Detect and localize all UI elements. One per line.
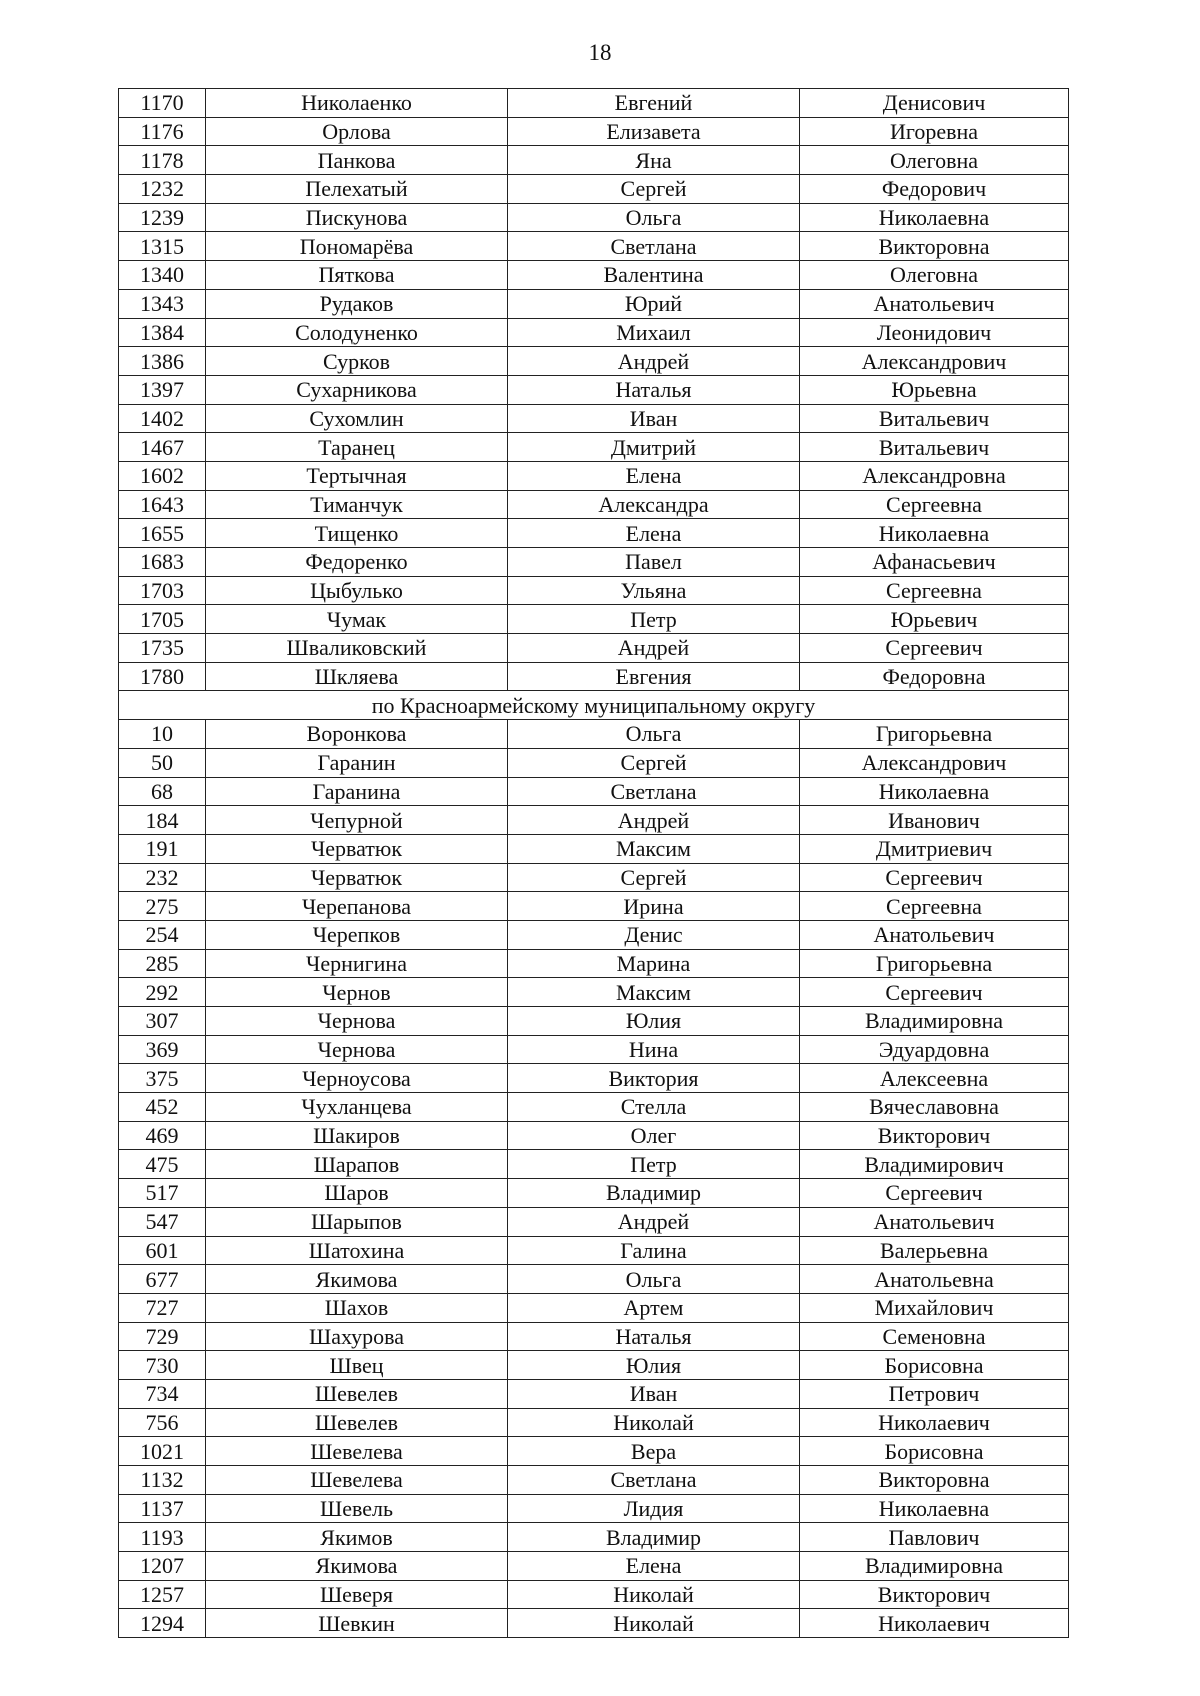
patronymic-cell: Николаевна: [800, 777, 1069, 806]
last-name-cell: Якимова: [206, 1552, 508, 1581]
last-name-cell: Чепурной: [206, 806, 508, 835]
record-number-cell: 292: [119, 978, 206, 1007]
last-name-cell: Черепанова: [206, 892, 508, 921]
last-name-cell: Шевкин: [206, 1609, 508, 1638]
patronymic-cell: Анатольевна: [800, 1265, 1069, 1294]
patronymic-cell: Сергеевна: [800, 576, 1069, 605]
last-name-cell: Пяткова: [206, 261, 508, 290]
patronymic-cell: Владимировна: [800, 1007, 1069, 1036]
patronymic-cell: Николаевна: [800, 1494, 1069, 1523]
first-name-cell: Ольга: [508, 203, 800, 232]
first-name-cell: Петр: [508, 605, 800, 634]
last-name-cell: Чухланцева: [206, 1093, 508, 1122]
record-number-cell: 1735: [119, 634, 206, 663]
patronymic-cell: Анатольевич: [800, 920, 1069, 949]
record-number-cell: 307: [119, 1007, 206, 1036]
last-name-cell: Таранец: [206, 433, 508, 462]
patronymic-cell: Александрович: [800, 748, 1069, 777]
first-name-cell: Олег: [508, 1121, 800, 1150]
record-number-cell: 375: [119, 1064, 206, 1093]
first-name-cell: Николай: [508, 1609, 800, 1638]
first-name-cell: Павел: [508, 548, 800, 577]
first-name-cell: Иван: [508, 404, 800, 433]
first-name-cell: Андрей: [508, 806, 800, 835]
patronymic-cell: Викторовна: [800, 1466, 1069, 1495]
table-row: [119, 576, 1069, 605]
last-name-cell: Шевелев: [206, 1408, 508, 1437]
record-number-cell: 475: [119, 1150, 206, 1179]
table-row: [119, 232, 1069, 261]
patronymic-cell: Сергеевич: [800, 863, 1069, 892]
patronymic-cell: Вячеславовна: [800, 1093, 1069, 1122]
record-number-cell: 1703: [119, 576, 206, 605]
record-number-cell: 1176: [119, 117, 206, 146]
table-row: [119, 203, 1069, 232]
record-number-cell: 232: [119, 863, 206, 892]
last-name-cell: Черватюк: [206, 834, 508, 863]
last-name-cell: Гаранин: [206, 748, 508, 777]
patronymic-cell: Валерьевна: [800, 1236, 1069, 1265]
record-number-cell: 547: [119, 1207, 206, 1236]
table-row: [119, 1035, 1069, 1064]
first-name-cell: Андрей: [508, 634, 800, 663]
last-name-cell: Якимов: [206, 1523, 508, 1552]
patronymic-cell: Семеновна: [800, 1322, 1069, 1351]
patronymic-cell: Викторович: [800, 1121, 1069, 1150]
last-name-cell: Шакиров: [206, 1121, 508, 1150]
first-name-cell: Марина: [508, 949, 800, 978]
table-row: [119, 834, 1069, 863]
record-number-cell: 1467: [119, 433, 206, 462]
patronymic-cell: Олеговна: [800, 261, 1069, 290]
last-name-cell: Шевелева: [206, 1466, 508, 1495]
first-name-cell: Дмитрий: [508, 433, 800, 462]
first-name-cell: Артем: [508, 1293, 800, 1322]
last-name-cell: Тертычная: [206, 461, 508, 490]
table-row: [119, 1007, 1069, 1036]
patronymic-cell: Витальевич: [800, 433, 1069, 462]
record-number-cell: 285: [119, 949, 206, 978]
first-name-cell: Александра: [508, 490, 800, 519]
first-name-cell: Иван: [508, 1379, 800, 1408]
first-name-cell: Петр: [508, 1150, 800, 1179]
last-name-cell: Гаранина: [206, 777, 508, 806]
first-name-cell: Ульяна: [508, 576, 800, 605]
record-number-cell: 1780: [119, 662, 206, 691]
table-row: [119, 978, 1069, 1007]
table-row: [119, 1351, 1069, 1380]
table-row: [119, 175, 1069, 204]
patronymic-cell: Петрович: [800, 1379, 1069, 1408]
table-row: [119, 1408, 1069, 1437]
patronymic-cell: Борисовна: [800, 1351, 1069, 1380]
last-name-cell: Рудаков: [206, 289, 508, 318]
first-name-cell: Валентина: [508, 261, 800, 290]
record-number-cell: 1343: [119, 289, 206, 318]
record-number-cell: 254: [119, 920, 206, 949]
record-number-cell: 184: [119, 806, 206, 835]
table-row: [119, 490, 1069, 519]
first-name-cell: Лидия: [508, 1494, 800, 1523]
last-name-cell: Тищенко: [206, 519, 508, 548]
first-name-cell: Юрий: [508, 289, 800, 318]
record-number-cell: 1683: [119, 548, 206, 577]
table-row: [119, 1121, 1069, 1150]
record-number-cell: 1232: [119, 175, 206, 204]
table-row: [119, 1064, 1069, 1093]
record-number-cell: 1315: [119, 232, 206, 261]
record-number-cell: 469: [119, 1121, 206, 1150]
table-row: [119, 920, 1069, 949]
first-name-cell: Ольга: [508, 1265, 800, 1294]
first-name-cell: Юлия: [508, 1351, 800, 1380]
last-name-cell: Орлова: [206, 117, 508, 146]
first-name-cell: Максим: [508, 834, 800, 863]
table-row: [119, 806, 1069, 835]
patronymic-cell: Федорович: [800, 175, 1069, 204]
patronymic-cell: Леонидович: [800, 318, 1069, 347]
record-number-cell: 452: [119, 1093, 206, 1122]
patronymic-cell: Олеговна: [800, 146, 1069, 175]
first-name-cell: Елена: [508, 519, 800, 548]
record-number-cell: 1384: [119, 318, 206, 347]
first-name-cell: Денис: [508, 920, 800, 949]
patronymic-cell: Григорьевна: [800, 720, 1069, 749]
patronymic-cell: Иванович: [800, 806, 1069, 835]
patronymic-cell: Николаевна: [800, 203, 1069, 232]
table-row: [119, 519, 1069, 548]
table-row: [119, 1150, 1069, 1179]
table-row: [119, 662, 1069, 691]
table-row: [119, 146, 1069, 175]
page-number: 18: [588, 40, 612, 65]
patronymic-cell: Михайлович: [800, 1293, 1069, 1322]
first-name-cell: Елена: [508, 461, 800, 490]
record-number-cell: 10: [119, 720, 206, 749]
table-row: [119, 375, 1069, 404]
last-name-cell: Чернова: [206, 1007, 508, 1036]
table-row: [119, 863, 1069, 892]
table-row: [119, 404, 1069, 433]
first-name-cell: Елена: [508, 1552, 800, 1581]
last-name-cell: Черноусова: [206, 1064, 508, 1093]
patronymic-cell: Владимирович: [800, 1150, 1069, 1179]
patronymic-cell: Николаевич: [800, 1408, 1069, 1437]
first-name-cell: Николай: [508, 1580, 800, 1609]
record-number-cell: 601: [119, 1236, 206, 1265]
record-number-cell: 517: [119, 1179, 206, 1208]
first-name-cell: Николай: [508, 1408, 800, 1437]
table-row: [119, 634, 1069, 663]
last-name-cell: Шевелева: [206, 1437, 508, 1466]
record-number-cell: 1239: [119, 203, 206, 232]
table-row: [119, 1609, 1069, 1638]
table-row: [119, 1437, 1069, 1466]
table-row: [119, 1466, 1069, 1495]
first-name-cell: Наталья: [508, 1322, 800, 1351]
record-number-cell: 1402: [119, 404, 206, 433]
first-name-cell: Ольга: [508, 720, 800, 749]
patronymic-cell: Викторович: [800, 1580, 1069, 1609]
first-name-cell: Андрей: [508, 347, 800, 376]
patronymic-cell: Григорьевна: [800, 949, 1069, 978]
table-row: [119, 1580, 1069, 1609]
last-name-cell: Чернов: [206, 978, 508, 1007]
table-row: [119, 1236, 1069, 1265]
patronymic-cell: Сергеевна: [800, 892, 1069, 921]
table-row: [119, 89, 1069, 118]
table-row: [119, 1179, 1069, 1208]
last-name-cell: Чумак: [206, 605, 508, 634]
table-row: [119, 1207, 1069, 1236]
patronymic-cell: Павлович: [800, 1523, 1069, 1552]
table-row: [119, 748, 1069, 777]
patronymic-cell: Сергеевич: [800, 634, 1069, 663]
record-number-cell: 1170: [119, 89, 206, 118]
first-name-cell: Владимир: [508, 1179, 800, 1208]
record-number-cell: 1397: [119, 375, 206, 404]
last-name-cell: Николаенко: [206, 89, 508, 118]
table-row: [119, 347, 1069, 376]
last-name-cell: Сухарникова: [206, 375, 508, 404]
last-name-cell: Шкляева: [206, 662, 508, 691]
table-row: [119, 777, 1069, 806]
patronymic-cell: Николаевна: [800, 519, 1069, 548]
patronymic-cell: Юрьевич: [800, 605, 1069, 634]
last-name-cell: Черватюк: [206, 863, 508, 892]
last-name-cell: Чернигина: [206, 949, 508, 978]
table-row: [119, 261, 1069, 290]
table-row: [119, 1523, 1069, 1552]
record-number-cell: 729: [119, 1322, 206, 1351]
last-name-cell: Шатохина: [206, 1236, 508, 1265]
first-name-cell: Нина: [508, 1035, 800, 1064]
last-name-cell: Пелехатый: [206, 175, 508, 204]
last-name-cell: Шевелев: [206, 1379, 508, 1408]
record-number-cell: 1021: [119, 1437, 206, 1466]
table-row: [119, 605, 1069, 634]
record-number-cell: 1257: [119, 1580, 206, 1609]
first-name-cell: Сергей: [508, 175, 800, 204]
record-number-cell: 68: [119, 777, 206, 806]
first-name-cell: Сергей: [508, 748, 800, 777]
table-row: [119, 1322, 1069, 1351]
section-heading-row: [119, 691, 1069, 720]
record-number-cell: 1705: [119, 605, 206, 634]
patronymic-cell: Борисовна: [800, 1437, 1069, 1466]
patronymic-cell: Сергеевна: [800, 490, 1069, 519]
table-row: [119, 1552, 1069, 1581]
record-number-cell: 1386: [119, 347, 206, 376]
first-name-cell: Вера: [508, 1437, 800, 1466]
first-name-cell: Ирина: [508, 892, 800, 921]
last-name-cell: Швец: [206, 1351, 508, 1380]
first-name-cell: Светлана: [508, 1466, 800, 1495]
first-name-cell: Евгений: [508, 89, 800, 118]
first-name-cell: Стелла: [508, 1093, 800, 1122]
table-row: [119, 548, 1069, 577]
table-row: [119, 1379, 1069, 1408]
patronymic-cell: Дмитриевич: [800, 834, 1069, 863]
record-number-cell: 1602: [119, 461, 206, 490]
table-row: [119, 1293, 1069, 1322]
table-row: [119, 1265, 1069, 1294]
last-name-cell: Шарапов: [206, 1150, 508, 1179]
last-name-cell: Цыбулько: [206, 576, 508, 605]
table-row: [119, 1093, 1069, 1122]
first-name-cell: Юлия: [508, 1007, 800, 1036]
record-number-cell: 191: [119, 834, 206, 863]
last-name-cell: Черепков: [206, 920, 508, 949]
record-number-cell: 1193: [119, 1523, 206, 1552]
patronymic-cell: Викторовна: [800, 232, 1069, 261]
patronymic-cell: Анатольевич: [800, 1207, 1069, 1236]
last-name-cell: Шахов: [206, 1293, 508, 1322]
last-name-cell: Якимова: [206, 1265, 508, 1294]
first-name-cell: Яна: [508, 146, 800, 175]
first-name-cell: Елизавета: [508, 117, 800, 146]
first-name-cell: Наталья: [508, 375, 800, 404]
patronymic-cell: Сергеевич: [800, 978, 1069, 1007]
record-number-cell: 1207: [119, 1552, 206, 1581]
roster-body: [119, 89, 1069, 1638]
record-number-cell: 727: [119, 1293, 206, 1322]
last-name-cell: Воронкова: [206, 720, 508, 749]
last-name-cell: Чернова: [206, 1035, 508, 1064]
table-row: [119, 720, 1069, 749]
patronymic-cell: Федоровна: [800, 662, 1069, 691]
record-number-cell: 756: [119, 1408, 206, 1437]
first-name-cell: Виктория: [508, 1064, 800, 1093]
first-name-cell: Максим: [508, 978, 800, 1007]
patronymic-cell: Игоревна: [800, 117, 1069, 146]
first-name-cell: Светлана: [508, 232, 800, 261]
patronymic-cell: Владимировна: [800, 1552, 1069, 1581]
patronymic-cell: Александрович: [800, 347, 1069, 376]
patronymic-cell: Юрьевна: [800, 375, 1069, 404]
first-name-cell: Светлана: [508, 777, 800, 806]
patronymic-cell: Сергеевич: [800, 1179, 1069, 1208]
first-name-cell: Сергей: [508, 863, 800, 892]
last-name-cell: Пономарёва: [206, 232, 508, 261]
patronymic-cell: Александровна: [800, 461, 1069, 490]
last-name-cell: Шахурова: [206, 1322, 508, 1351]
first-name-cell: Галина: [508, 1236, 800, 1265]
record-number-cell: 677: [119, 1265, 206, 1294]
table-row: [119, 949, 1069, 978]
patronymic-cell: Афанасьевич: [800, 548, 1069, 577]
patronymic-cell: Николаевич: [800, 1609, 1069, 1638]
table-row: [119, 892, 1069, 921]
record-number-cell: 1132: [119, 1466, 206, 1495]
last-name-cell: Солодуненко: [206, 318, 508, 347]
table-row: [119, 117, 1069, 146]
table-row: [119, 289, 1069, 318]
first-name-cell: Михаил: [508, 318, 800, 347]
roster-table: [118, 88, 1069, 1638]
patronymic-cell: Алексеевна: [800, 1064, 1069, 1093]
patronymic-cell: Эдуардовна: [800, 1035, 1069, 1064]
last-name-cell: Сухомлин: [206, 404, 508, 433]
record-number-cell: 1655: [119, 519, 206, 548]
last-name-cell: Шаров: [206, 1179, 508, 1208]
patronymic-cell: Денисович: [800, 89, 1069, 118]
record-number-cell: 369: [119, 1035, 206, 1064]
record-number-cell: 1137: [119, 1494, 206, 1523]
last-name-cell: Шарыпов: [206, 1207, 508, 1236]
last-name-cell: Панкова: [206, 146, 508, 175]
section-heading: по Красноармейскому муниципальному округу: [119, 691, 1069, 720]
record-number-cell: 1340: [119, 261, 206, 290]
last-name-cell: Шевель: [206, 1494, 508, 1523]
first-name-cell: Владимир: [508, 1523, 800, 1552]
record-number-cell: 730: [119, 1351, 206, 1380]
last-name-cell: Федоренко: [206, 548, 508, 577]
last-name-cell: Сурков: [206, 347, 508, 376]
first-name-cell: Евгения: [508, 662, 800, 691]
first-name-cell: Андрей: [508, 1207, 800, 1236]
table-row: [119, 461, 1069, 490]
record-number-cell: 1178: [119, 146, 206, 175]
last-name-cell: Швaликовский: [206, 634, 508, 663]
record-number-cell: 734: [119, 1379, 206, 1408]
patronymic-cell: Анатольевич: [800, 289, 1069, 318]
patronymic-cell: Витальевич: [800, 404, 1069, 433]
table-row: [119, 1494, 1069, 1523]
record-number-cell: 275: [119, 892, 206, 921]
record-number-cell: 1294: [119, 1609, 206, 1638]
record-number-cell: 1643: [119, 490, 206, 519]
table-row: [119, 318, 1069, 347]
record-number-cell: 50: [119, 748, 206, 777]
table-row: [119, 433, 1069, 462]
last-name-cell: Пискунова: [206, 203, 508, 232]
last-name-cell: Тиманчук: [206, 490, 508, 519]
last-name-cell: Шеверя: [206, 1580, 508, 1609]
